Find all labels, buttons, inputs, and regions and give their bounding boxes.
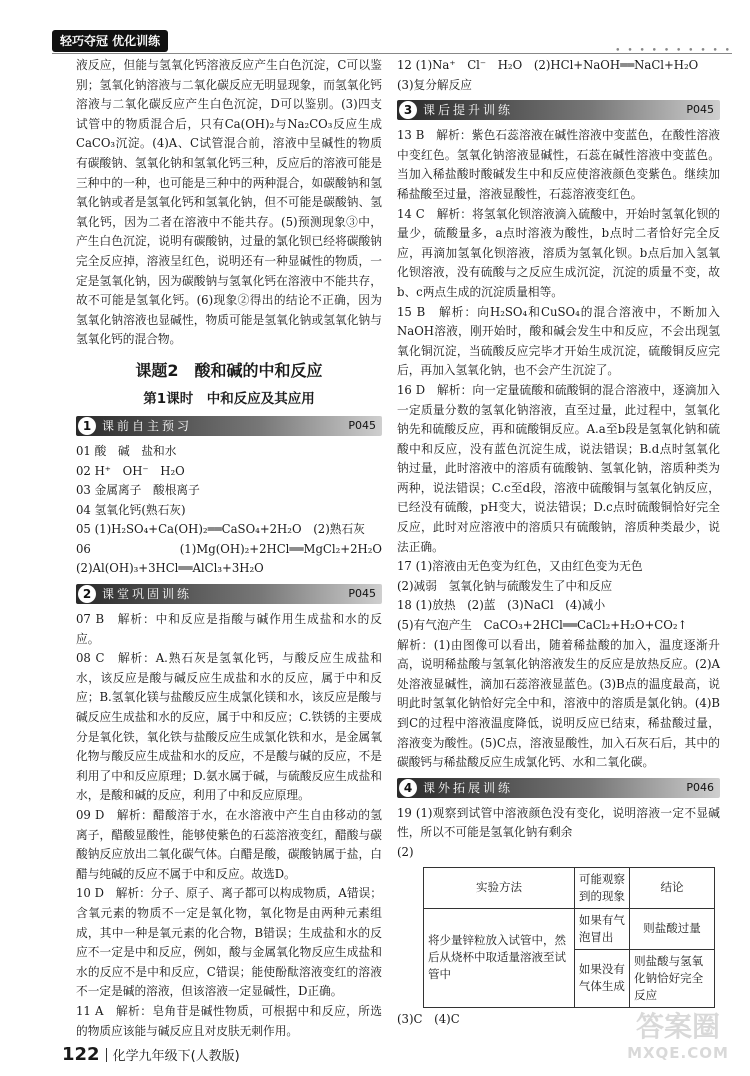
section-page: P045	[348, 418, 376, 432]
table-cell: 如果没有气体生成	[574, 949, 629, 1007]
table-header-cell: 结论	[630, 867, 715, 908]
answer-line: 15 B 解析：向H₂SO₄和CuSO₄的混合溶液中，不断加入NaOH溶液，刚开始时，酸和碱会发生中和反应，不会出现氢氧化铜沉淀，当硫酸反应完毕才开始生成沉淀，硫酸铜反应完后，再加入氢氧化钠，也不会产生沉淀了。	[397, 304, 720, 378]
answer-line: (3)复分解反应	[397, 77, 472, 92]
answer-line: 02 H⁺ OH⁻ H₂O	[76, 463, 185, 478]
answer-line: 03 金属离子 酸根离子	[76, 483, 200, 498]
answer-line: 07 B 解析：中和反应是指酸与碱作用生成盐和水的反应。	[76, 612, 382, 646]
table-cell: 则盐酸过量	[630, 908, 715, 949]
answer-line: 19 (1)观察到试管中溶液颜色没有变化，说明溶液一定不显碱性，所以不可能是氢氧化钠有剩余	[397, 805, 720, 840]
answer-line: 06 (1)Mg(OH)₂+2HCl══MgCl₂+2H₂O (2)Al(OH)₃+3HCl══AlCl₃+3H₂O	[76, 541, 394, 576]
section-page: P045	[686, 103, 714, 117]
answer-line: 09 D 解析：醋酸溶于水，在水溶液中产生自由移动的氢离子，醋酸显酸性，能够使紫色的石蕊溶液变红，醋酸与碳酸钠反应放出二氧化碳气体。白醋是酸，碳酸钠属于盐，白醋与纯碱的反应不属于中和反应。故选D。	[76, 808, 382, 881]
section-label: 课前自主预习	[102, 418, 193, 433]
page-footer	[62, 1044, 240, 1065]
answer-line: 解析：(1)由图像可以看出，随着稀盐酸的加入，温度逐渐升高，说明稀盐酸与氢氧化钠溶液发生的反应是放热反应。(2)A处溶液显碱性，滴加石蕊溶液显蓝色。(3)B点的温度最高，说明此时氢氧化钠恰好完全中和，溶液中的溶质是氯化钠。(4)B到C的过程中溶液温度降低，说明反应已结束，稀盐酸过量，溶液变为酸性。(5)C点，溶液显酸性，加入石灰石后，其中的碳酸钙与稀盐酸反应生成氯化钙、水和二氧化碳。	[397, 637, 720, 770]
answer-line: (2)	[397, 844, 414, 859]
table-cell: 如果有气泡冒出	[574, 908, 629, 949]
section-bar-1	[76, 416, 382, 436]
answer-line: 13 B 解析：紫色石蕊溶液在碱性溶液中变蓝色，在酸性溶液中变红色。氢氧化钠溶液显碱性，石蕊在碱性溶液中变蓝色。当加入稀盐酸时酸碱发生中和反应使溶液颜色变紫色。继续加稀盐酸至过量，溶液显酸性，石蕊溶液变红色。	[397, 128, 720, 201]
page-number: 122	[62, 1044, 100, 1065]
section-number: 2	[78, 585, 96, 603]
answer-line: 18 (1)放热 (2)蓝 (3)NaCl (4)减小	[397, 598, 606, 613]
answer-line: (3)C (4)C	[397, 1011, 460, 1026]
table-header-row	[424, 867, 715, 908]
section-label: 课外拓展训练	[423, 780, 514, 795]
answer-line: 04 氢氧化钙(熟石灰)	[76, 502, 186, 517]
lesson-title: 第1课时 中和反应及其应用	[143, 390, 315, 407]
answer-table	[423, 867, 715, 1008]
answer-line: 12 (1)Na⁺ Cl⁻ H₂O (2)HCl+NaOH══NaCl+H₂O	[397, 58, 699, 72]
book-title: 化学九年级下(人教版)	[112, 1049, 240, 1064]
section-bar-2	[76, 584, 382, 604]
section-number: 4	[399, 779, 417, 797]
answer-line: (5)有气泡产生 CaCO₃+2HCl══CaCl₂+H₂O+CO₂↑	[397, 618, 688, 633]
brand-logo: 轻巧夺冠 优化训练	[52, 30, 168, 52]
answer-line: (2)减弱 氢氧化钠与硫酸发生了中和反应	[397, 578, 613, 593]
answer-line: 08 C 解析：A.熟石灰是氢氧化钙，与酸反应生成盐和水，该反应是酸与碱反应生成盐和水的反应，属于中和反应；B.氢氧化镁与盐酸反应生成氯化镁和水，该反应是酸与碱反应生成盐和水的反应，属于中和反应；C.铁锈的主要成分是氧化铁，氧化铁与盐酸反应生成氯化铁和水，是金属氧化物与酸反应生成盐和水的反应，不是酸与碱的反应，不是利用了中和反应原理；D.氨水属于碱，与硫酸反应生成盐和水，是酸和碱的反应，利用了中和反应原理。	[76, 651, 382, 803]
table-header-cell: 可能观察到的现象	[574, 867, 629, 908]
section-number: 1	[78, 417, 96, 435]
answer-line: 16 D 解析：向一定量硫酸和硫酸铜的混合溶液中，逐滴加入一定质量分数的氢氧化钠溶液，直至过量，此过程中，氢氧化钠先和硫酸反应，再和硫酸铜反应。A.a至b段是氢氧化钠和硫酸中和反应，没有蓝色沉淀生成，说法错误；B.d点时氢氧化钠过量，此时溶液中的溶质有硫酸钠、氢氧化钠，溶质种类为两种，说法错误；C.c至d段，溶液中硫酸铜与氢氧化钠反应，已经没有硫酸，pH变大，说法错误；D.c点时硫酸铜恰好完全反应，此时对应溶液中的溶质只有硫酸钠，溶质种类最少，说法正确。	[397, 382, 720, 554]
left-column	[76, 56, 394, 1041]
watermark-line-1: 答案圈	[635, 1010, 720, 1043]
watermark-line-2: MXQE.COM	[627, 1044, 729, 1062]
table-cell-method: 将少量锌粒放入试管中，然后从烧杯中取适量溶液至试管中	[424, 908, 575, 1007]
section-label: 课堂巩固训练	[102, 587, 193, 602]
section-page: P046	[686, 780, 714, 794]
section-number: 3	[399, 101, 417, 119]
answer-line: 05 (1)H₂SO₄+Ca(OH)₂══CaSO₄+2H₂O (2)熟石灰	[76, 522, 365, 537]
watermark	[618, 1010, 738, 1070]
answer-line: 10 D 解析：分子、原子、离子都可以构成物质，A错误；含氧元素的物质不一定是氧化物，氧化物是由两种元素组成，其中一种是氧元素的化合物，B错误；生成盐和水的反应不一定是中和反应，例如，酸与金属氧化物反应生成盐和水的反应不是中和反应，C错误；能使酚酞溶液变红的溶液不一定是碱的溶液，但该溶液一定显碱性，D正确。	[76, 886, 382, 999]
header-dots: • • • • • • • • • •	[615, 46, 732, 56]
answer-line: 11 A 解析：皂角苷是碱性物质，可根据中和反应，所选的物质应该能与碱反应且对皮肤无刺作用。	[76, 1003, 382, 1038]
section-label: 课后提升训练	[423, 103, 514, 118]
table-cell: 则盐酸与氢氧化钠恰好完全反应	[630, 949, 715, 1007]
table-row	[424, 908, 715, 949]
section-bar-4	[397, 778, 720, 798]
section-page: P045	[348, 587, 376, 601]
topic-title: 课题2 酸和碱的中和反应	[135, 360, 323, 380]
page-header	[52, 30, 732, 54]
right-column	[397, 56, 720, 1029]
table-header-cell: 实验方法	[424, 867, 575, 908]
footer-divider	[106, 1048, 107, 1062]
answer-line: 17 (1)溶液由无色变为红色，又由红色变为无色	[397, 559, 643, 574]
answer-line: 01 酸 碱 盐和水	[76, 443, 177, 458]
header-rule	[52, 53, 732, 54]
answer-line: 14 C 解析：将氢氧化钡溶液滴入硫酸中，开始时氢氧化钡的量少，硫酸量多，a点时溶液为酸性，b点时二者恰好完全反应，再滴加氢氧化钡溶液，溶质为氢氧化钡。b点后加入氢氧化钡溶液，没有硫酸与之反应生成沉淀，沉淀的质量不变，故b、c两点生成的沉淀质量相等。	[397, 206, 720, 299]
intro-paragraph: 液反应，但能与氢氧化钙溶液反应产生白色沉淀，C可以鉴别；氢氧化钠溶液与二氧化碳反应无明显现象，而氢氧化钙溶液与二氧化碳反应产生白色沉淀，D可以鉴别。(3)四支试管中的物质混合后，只有Ca(OH)₂与Na₂CO₃反应生成CaCO₃沉淀。(4)A、C试管混合前，溶液中呈碱性的物质有碳酸钠、氢氧化钠和氢氧化钙三种，反应后的溶液可能是三种中的一种，也可能是三种中的两种混合，如碳酸钠和氢氧化钠或者是氢氧化钙和氢氧化钠，但不可能是碳酸钠、氢氧化钙，因为二者在溶液中不能共存。(5)预测现象③中，产生白色沉淀，说明有碳酸钠，过量的氯化钡已经将碳酸钠完全反应掉，溶液呈红色，说明还有一种显碱性的物质，一定是氢氧化钠，因为碳酸钠与氢氧化钙在溶液中不能共存，故不可能是氢氧化钙。(6)现象②得出的结论不正确，因为氢氧化钠溶液也显碱性，物质可能是氢氧化钠或氢氧化钠与氢氧化钙的混合物。	[76, 58, 382, 347]
section-bar-3	[397, 100, 720, 120]
